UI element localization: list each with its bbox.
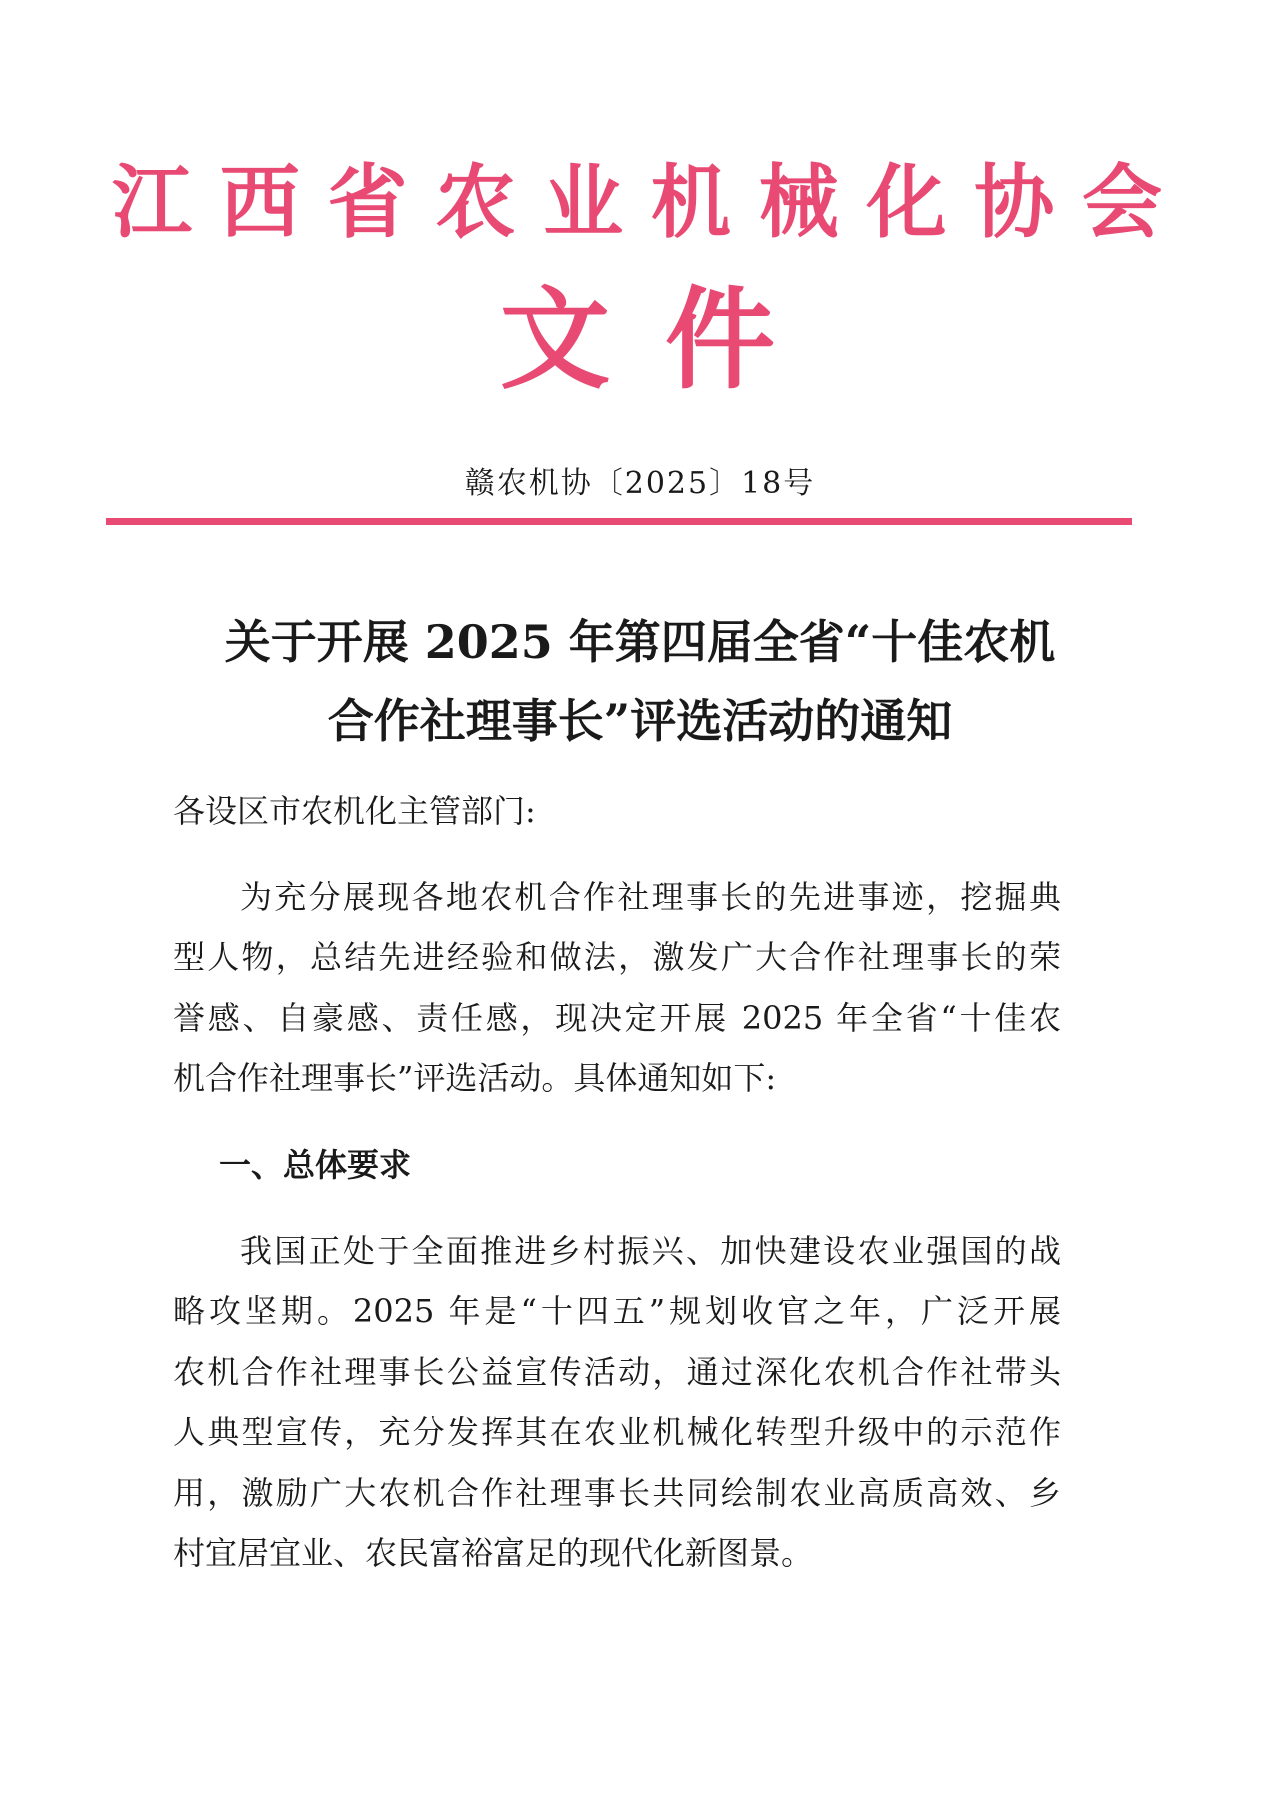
- document-number: 赣农机协〔2025〕18号: [464, 466, 816, 501]
- section-heading: 一、总体要求: [219, 1146, 412, 1184]
- paragraph2-line: 农机合作社理事长公益宣传活动，通过深化农机合作社带头: [173, 1353, 1061, 1391]
- salutation: 各设区市农机化主管部门:: [173, 792, 536, 830]
- paragraph1-line: 机合作社理事长”评选活动。具体通知如下:: [173, 1059, 777, 1097]
- paragraph1-line: 誉感、自豪感、责任感，现决定开展 2025 年全省“十佳农: [173, 999, 1061, 1037]
- paragraph2-line: 我国正处于全面推进乡村振兴、加快建设农业强国的战: [240, 1232, 1061, 1270]
- paragraph1-line: 型人物，总结先进经验和做法，激发广大合作社理事长的荣: [173, 938, 1061, 976]
- document-label: 文件: [500, 275, 775, 404]
- paragraph2-line: 人典型宣传，充分发挥其在农业机械化转型升级中的示范作: [173, 1413, 1061, 1451]
- paragraph2-line: 略攻坚期。2025 年是“十四五”规划收官之年，广泛开展: [173, 1292, 1061, 1330]
- red-divider: [106, 518, 1132, 525]
- document-title-line-1: 关于开展 2025 年第四届全省“十佳农机: [224, 615, 1056, 669]
- paragraph2-line: 用，激励广大农机合作社理事长共同绘制农业高质高效、乡: [173, 1474, 1061, 1512]
- document-title-line-2: 合作社理事长”评选活动的通知: [327, 694, 953, 748]
- organization-header: 江西省农业机械化协会: [112, 155, 1162, 249]
- paragraph1-line: 为充分展现各地农机合作社理事长的先进事迹，挖掘典: [240, 878, 1061, 916]
- paragraph2-line: 村宜居宜业、农民富裕富足的现代化新图景。: [173, 1534, 814, 1572]
